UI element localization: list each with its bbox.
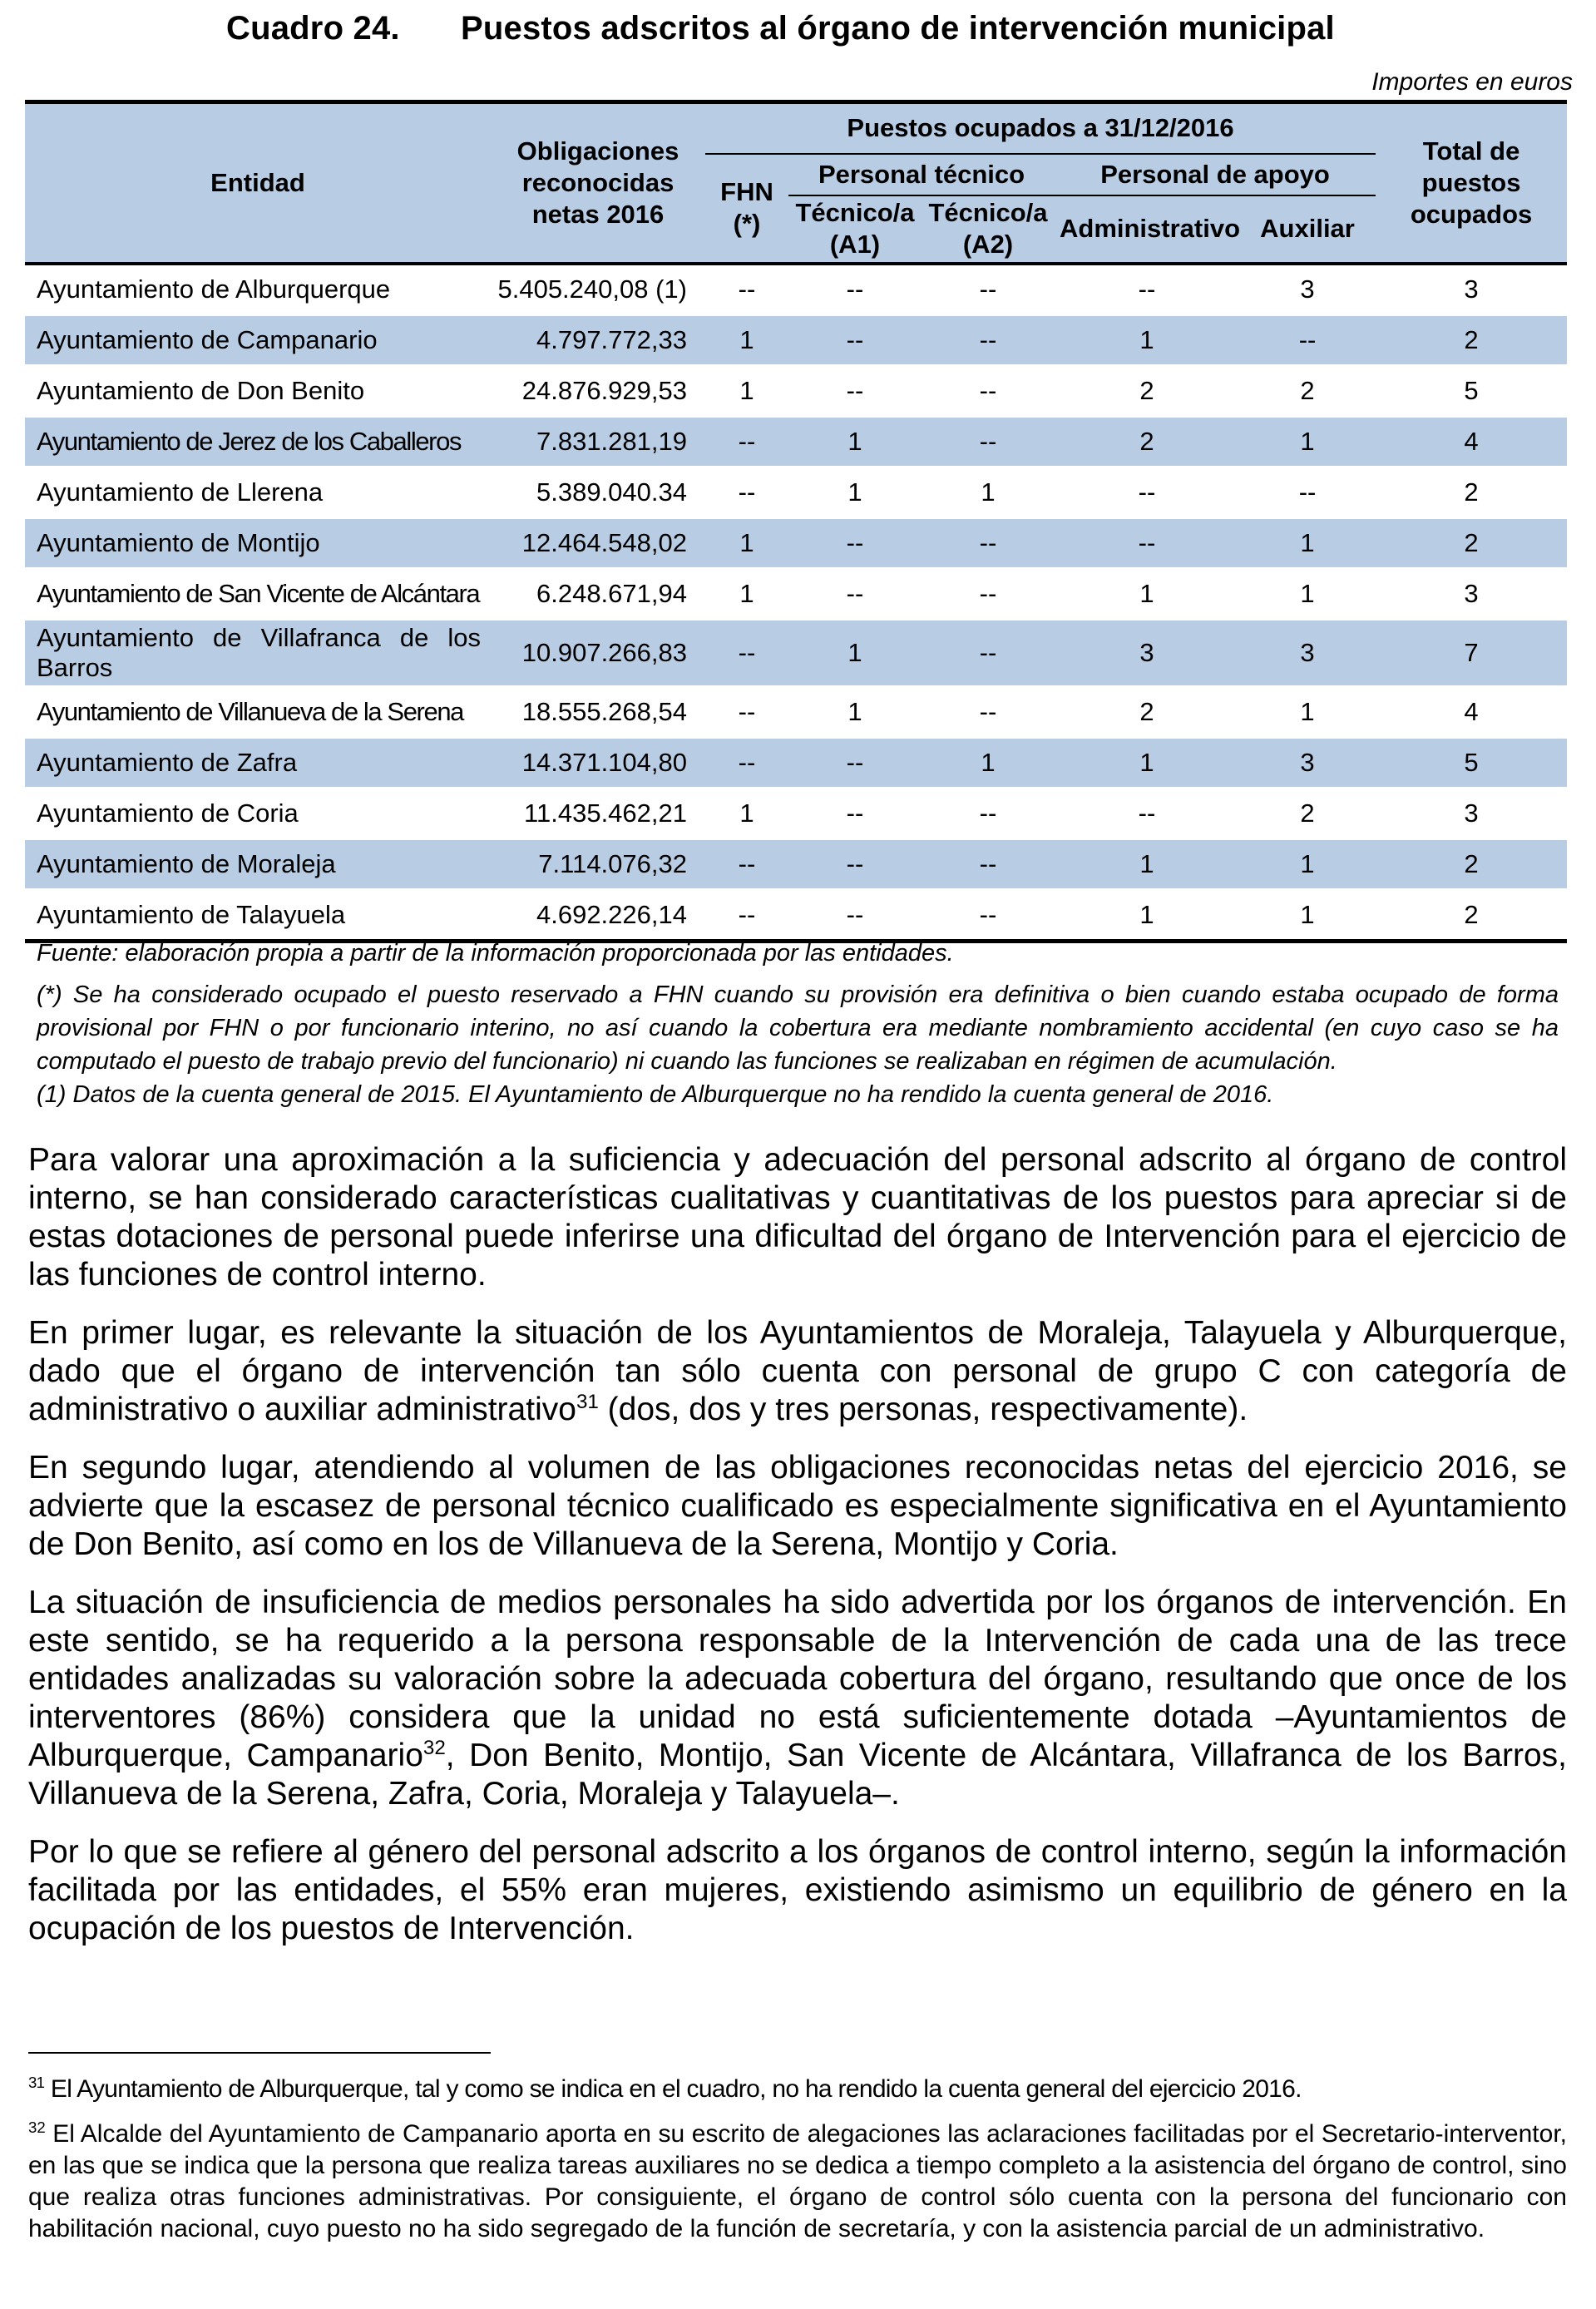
cell-administrativo: 2	[1055, 686, 1239, 737]
header-total: Total de puestos ocupados	[1376, 102, 1567, 264]
cell-a2: --	[922, 619, 1055, 686]
cell-administrativo: 1	[1055, 568, 1239, 619]
cell-entidad: Ayuntamiento de Jerez de los Caballeros	[25, 416, 491, 467]
table-row	[25, 517, 1567, 568]
cell-obligaciones: 24.876.929,53	[491, 365, 705, 416]
cell-a1: --	[788, 838, 922, 889]
cell-administrativo: 2	[1055, 416, 1239, 467]
cell-auxiliar: 1	[1239, 517, 1376, 568]
cell-auxiliar: 3	[1239, 619, 1376, 686]
cell-auxiliar: --	[1239, 314, 1376, 365]
header-tecnico-a1: Técnico/a (A1)	[788, 195, 922, 264]
table-row	[25, 467, 1567, 517]
paragraph-text: , Don Benito, Montijo, San Vicente de Alcántara, Villafranca de los Barros, Villanueva de la Serena, Zafra, Coria, Moraleja y Talayuela–.	[28, 1738, 1567, 1812]
cell-obligaciones: 11.435.462,21	[491, 788, 705, 838]
cell-fhn: --	[705, 686, 788, 737]
cell-entidad: Ayuntamiento de Coria	[25, 788, 491, 838]
table-row	[25, 889, 1567, 941]
table-row	[25, 264, 1567, 315]
cell-total: 2	[1376, 467, 1567, 517]
header-administrativo: Administrativo	[1055, 195, 1239, 264]
cell-administrativo: 1	[1055, 737, 1239, 788]
cell-a2: --	[922, 365, 1055, 416]
cell-obligaciones: 12.464.548,02	[491, 517, 705, 568]
header-personal-tecnico: Personal técnico	[788, 154, 1055, 195]
cell-entidad: Ayuntamiento de Don Benito	[25, 365, 491, 416]
cell-fhn: --	[705, 889, 788, 941]
table-row	[25, 365, 1567, 416]
paragraph	[28, 1584, 1567, 1813]
cell-a1: --	[788, 788, 922, 838]
asterisk-note: (*) Se ha considerado ocupado el puesto reservado a FHN cuando su provisión era definitiva o bien cuando estaba ocupado de forma provisional por FHN o por funcionario interino, no así cuando la cobertura era mediante nombramiento accidental (en cuyo caso se ha computado el puesto de trabajo previo del funcionario) ni cuando las funciones se realizaban en régimen de acumulación.	[37, 981, 1559, 1075]
cell-a2: --	[922, 889, 1055, 941]
cell-total: 5	[1376, 737, 1567, 788]
header-obligaciones: Obligaciones reconocidas netas 2016	[491, 102, 705, 264]
cell-entidad: Ayuntamiento de Llerena	[25, 467, 491, 517]
cell-a1: --	[788, 314, 922, 365]
cell-auxiliar: 3	[1239, 737, 1376, 788]
cell-fhn: 1	[705, 517, 788, 568]
cell-administrativo: 3	[1055, 619, 1239, 686]
footnote-mark: 31	[28, 2074, 45, 2091]
cell-a2: --	[922, 416, 1055, 467]
cell-auxiliar: --	[1239, 467, 1376, 517]
table-header	[25, 102, 1567, 264]
cell-administrativo: --	[1055, 788, 1239, 838]
header-personal-apoyo: Personal de apoyo	[1055, 154, 1376, 195]
table-row	[25, 314, 1567, 365]
cell-total: 2	[1376, 314, 1567, 365]
cell-a1: --	[788, 365, 922, 416]
paragraph: Por lo que se refiere al género del personal adscrito a los órganos de control interno, según la información facilitada por las entidades, el 55% eran mujeres, existiendo asimismo un equilibrio de género en la ocupación de los puestos de Intervención.	[28, 1834, 1567, 1946]
cell-auxiliar: 1	[1239, 889, 1376, 941]
footnotes	[28, 2074, 1567, 2258]
cell-administrativo: 1	[1055, 838, 1239, 889]
paragraph-text: En primer lugar, es relevante la situación de los Ayuntamientos de Moraleja, Talayuela y Alburquerque, dado que el órgano de intervención tan sólo cuenta con personal de grupo C con categoría de administrativo o auxiliar administrativo	[28, 1315, 1567, 1427]
cell-administrativo: --	[1055, 264, 1239, 315]
cell-entidad: Ayuntamiento de Montijo	[25, 517, 491, 568]
header-tecnico-a2: Técnico/a (A2)	[922, 195, 1055, 264]
paragraph-text: La situación de insuficiencia de medios personales ha sido advertida por los órganos de intervención. En este sentido, se ha requerido a la persona responsable de la Intervención de cada una de las trece entidades analizadas su valoración sobre la adecuada cobertura del órgano, resultando que once de los interventores (86%) considera que la unidad no está suficientemente dotada –Ayuntamientos de Alburquerque, Campanario	[28, 1585, 1567, 1773]
cell-a2: --	[922, 314, 1055, 365]
source-note: Fuente: elaboración propia a partir de la información proporcionada por las entidades.	[37, 940, 954, 967]
cell-a1: --	[788, 517, 922, 568]
cell-auxiliar: 1	[1239, 416, 1376, 467]
cell-fhn: 1	[705, 365, 788, 416]
cell-fhn: 1	[705, 568, 788, 619]
cell-a2: 1	[922, 467, 1055, 517]
cell-a2: --	[922, 788, 1055, 838]
table-row	[25, 568, 1567, 619]
header-fhn: FHN (*)	[705, 154, 788, 264]
paragraph-text: (dos, dos y tres personas, respectivamente).	[598, 1392, 1248, 1427]
cell-a2: --	[922, 686, 1055, 737]
cell-auxiliar: 1	[1239, 686, 1376, 737]
cell-entidad: Ayuntamiento de Moraleja	[25, 838, 491, 889]
caption-title: Puestos adscritos al órgano de intervención municipal	[461, 10, 1335, 47]
cell-a1: --	[788, 737, 922, 788]
cell-entidad: Ayuntamiento de Villafranca de los Barros	[25, 619, 491, 686]
cell-total: 3	[1376, 264, 1567, 315]
positions-table	[25, 100, 1567, 943]
paragraph: En segundo lugar, atendiendo al volumen de las obligaciones reconocidas netas del ejercicio 2016, se advierte que la escasez de personal técnico cualificado es especialmente significativa en el Ayuntamiento de Don Benito, así como en los de Villanueva de la Serena, Montijo y Coria.	[28, 1450, 1567, 1562]
table-notes	[37, 937, 1559, 1111]
cell-a1: 1	[788, 686, 922, 737]
cell-obligaciones: 7.831.281,19	[491, 416, 705, 467]
footnote-ref[interactable]: 31	[576, 1391, 599, 1413]
cell-total: 4	[1376, 686, 1567, 737]
cell-fhn: --	[705, 619, 788, 686]
cell-auxiliar: 1	[1239, 568, 1376, 619]
table-caption	[226, 10, 1335, 47]
table-row	[25, 737, 1567, 788]
note-one: (1) Datos de la cuenta general de 2015. El Ayuntamiento de Alburquerque no ha rendido la cuenta general de 2016.	[37, 1081, 1274, 1108]
footnote-mark: 32	[28, 2119, 46, 2136]
cell-administrativo: --	[1055, 517, 1239, 568]
cell-fhn: --	[705, 838, 788, 889]
cell-administrativo: 1	[1055, 314, 1239, 365]
footnote-text: El Ayuntamiento de Alburquerque, tal y como se indica en el cuadro, no ha rendido la cuenta general del ejercicio 2016.	[44, 2075, 1302, 2103]
cell-a1: --	[788, 264, 922, 315]
cell-fhn: 1	[705, 314, 788, 365]
cell-fhn: --	[705, 737, 788, 788]
cell-obligaciones: 18.555.268,54	[491, 686, 705, 737]
cell-fhn: --	[705, 264, 788, 315]
header-entidad: Entidad	[25, 102, 491, 264]
cell-administrativo: 1	[1055, 889, 1239, 941]
header-auxiliar: Auxiliar	[1239, 195, 1376, 264]
table-row	[25, 416, 1567, 467]
cell-obligaciones: 10.907.266,83	[491, 619, 705, 686]
cell-obligaciones: 4.692.226,14	[491, 889, 705, 941]
cell-administrativo: 2	[1055, 365, 1239, 416]
cell-entidad: Ayuntamiento de San Vicente de Alcántara	[25, 568, 491, 619]
table-row	[25, 838, 1567, 889]
cell-auxiliar: 1	[1239, 838, 1376, 889]
cell-total: 2	[1376, 517, 1567, 568]
cell-total: 5	[1376, 365, 1567, 416]
cell-a1: 1	[788, 416, 922, 467]
units-note: Importes en euros	[1371, 68, 1573, 96]
footnote-ref[interactable]: 32	[422, 1737, 446, 1759]
body-text	[28, 1141, 1567, 1968]
cell-total: 3	[1376, 568, 1567, 619]
cell-a2: --	[922, 517, 1055, 568]
caption-number: Cuadro 24.	[226, 10, 400, 47]
cell-total: 2	[1376, 889, 1567, 941]
cell-entidad: Ayuntamiento de Campanario	[25, 314, 491, 365]
header-puestos-ocupados: Puestos ocupados a 31/12/2016	[705, 102, 1376, 154]
cell-entidad: Ayuntamiento de Talayuela	[25, 889, 491, 941]
cell-a2: --	[922, 838, 1055, 889]
footnote	[28, 2074, 1567, 2105]
cell-fhn: --	[705, 467, 788, 517]
cell-auxiliar: 3	[1239, 264, 1376, 315]
cell-obligaciones: 6.248.671,94	[491, 568, 705, 619]
cell-obligaciones: 4.797.772,33	[491, 314, 705, 365]
cell-fhn: 1	[705, 788, 788, 838]
cell-obligaciones: 7.114.076,32	[491, 838, 705, 889]
cell-a1: 1	[788, 619, 922, 686]
table-row	[25, 619, 1567, 686]
cell-a1: --	[788, 889, 922, 941]
cell-a1: 1	[788, 467, 922, 517]
cell-total: 7	[1376, 619, 1567, 686]
cell-entidad: Ayuntamiento de Villanueva de la Serena	[25, 686, 491, 737]
cell-total: 2	[1376, 838, 1567, 889]
table-row	[25, 788, 1567, 838]
footnote-text: El Alcalde del Ayuntamiento de Campanario aporta en su escrito de alegaciones las aclaraciones facilitadas por el Secretario-interventor, en las que se indica que la persona que realiza tareas auxiliares no se dedica a tiempo completo a la asistencia del órgano de control, sino que realiza otras funciones administrativas. Por consiguiente, el órgano de control sólo cuenta con la persona del funcionario con habilitación nacional, cuyo puesto no ha sido segregado de la función de secretaría, y con la asistencia parcial de un administrativo.	[28, 2120, 1567, 2242]
cell-obligaciones: 5.405.240,08 (1)	[491, 264, 705, 315]
cell-entidad: Ayuntamiento de Zafra	[25, 737, 491, 788]
cell-total: 3	[1376, 788, 1567, 838]
paragraph: Para valorar una aproximación a la suficiencia y adecuación del personal adscrito al órgano de control interno, se han considerado características cualitativas y cuantitativas de los puestos para apreciar si de estas dotaciones de personal puede inferirse una dificultad del órgano de Intervención para el ejercicio de las funciones de control interno.	[28, 1142, 1567, 1293]
cell-obligaciones: 5.389.040.34	[491, 467, 705, 517]
table-row	[25, 686, 1567, 737]
cell-obligaciones: 14.371.104,80	[491, 737, 705, 788]
cell-administrativo: --	[1055, 467, 1239, 517]
cell-fhn: --	[705, 416, 788, 467]
table-body	[25, 264, 1567, 942]
cell-total: 4	[1376, 416, 1567, 467]
cell-entidad: Ayuntamiento de Alburquerque	[25, 264, 491, 315]
cell-a1: --	[788, 568, 922, 619]
cell-a2: --	[922, 568, 1055, 619]
cell-auxiliar: 2	[1239, 788, 1376, 838]
cell-a2: --	[922, 264, 1055, 315]
cell-a2: 1	[922, 737, 1055, 788]
cell-auxiliar: 2	[1239, 365, 1376, 416]
footnote-separator	[28, 2052, 491, 2054]
paragraph	[28, 1314, 1567, 1429]
footnote	[28, 2119, 1567, 2245]
